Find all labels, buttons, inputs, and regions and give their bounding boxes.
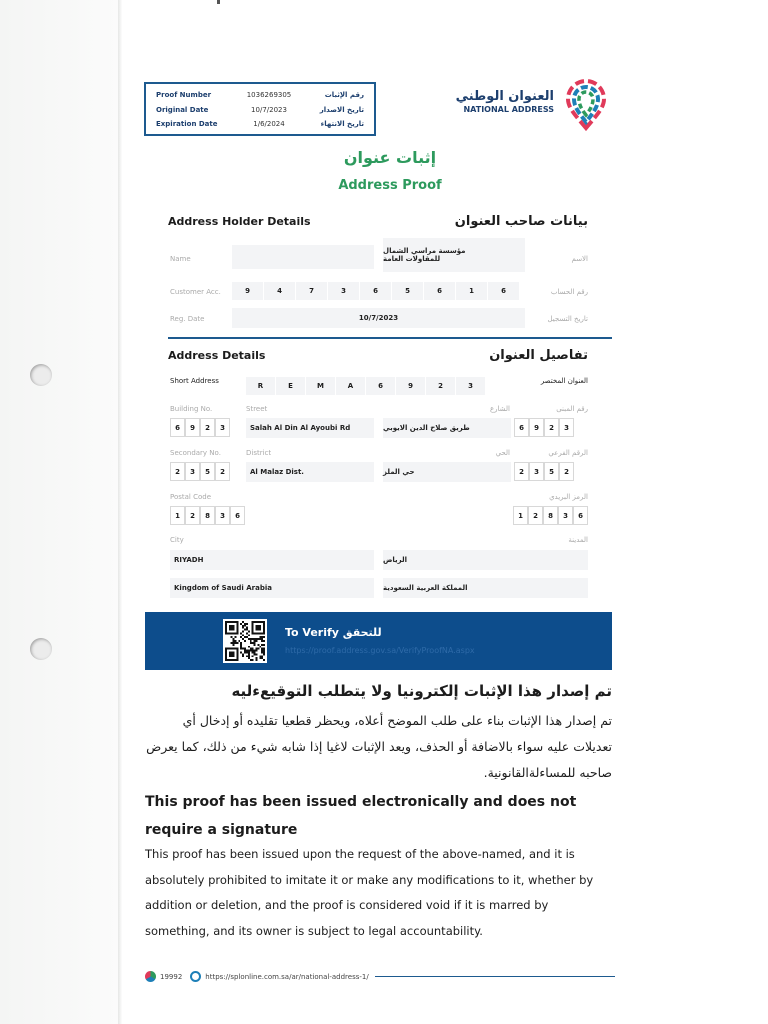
customer-acc-digit: 4 bbox=[264, 282, 296, 300]
page-title-en: Address Proof bbox=[338, 178, 442, 193]
verify-title: To Verify للتحقق bbox=[285, 626, 382, 639]
page-title-ar: إثبات عنوان bbox=[343, 148, 437, 167]
customer-acc-digit: 9 bbox=[232, 282, 264, 300]
district-value-en: Al Malaz Dist. bbox=[250, 468, 304, 476]
postal-label-en: Postal Code bbox=[170, 493, 212, 501]
city-field-en bbox=[170, 550, 374, 570]
building-digit: 6 bbox=[170, 418, 185, 437]
original-date-label-en: Original Date bbox=[156, 105, 209, 114]
punch-hole-lower bbox=[30, 638, 52, 660]
proof-number-value: 1036269305 bbox=[246, 91, 292, 100]
postal-digit: 3 bbox=[558, 506, 573, 525]
short-address-label-ar: العنوان المختصر bbox=[540, 377, 588, 385]
holder-heading-ar: بيانات صاحب العنوان bbox=[454, 214, 588, 229]
address-heading-ar: تفاصيل العنوان bbox=[489, 348, 588, 363]
postal-digit: 1 bbox=[513, 506, 528, 525]
secondary-digits-ar bbox=[514, 462, 574, 481]
verify-url-link[interactable]: https://proof.address.gov.sa/VerifyProofNA.aspx bbox=[285, 646, 475, 655]
logo-text-en: NATIONAL ADDRESS bbox=[463, 105, 554, 114]
reg-date-label-ar: تاريخ التسجيل bbox=[547, 315, 588, 323]
postal-digit: 2 bbox=[185, 506, 200, 525]
original-date-row bbox=[156, 103, 364, 118]
postal-digit: 8 bbox=[543, 506, 558, 525]
expiration-date-value: 1/6/2024 bbox=[253, 120, 285, 129]
short-address-label-en: Short Address bbox=[170, 377, 219, 385]
expiration-date-label-en: Expiration Date bbox=[156, 120, 218, 129]
proof-number-row bbox=[156, 88, 364, 103]
country-field-ar bbox=[383, 578, 588, 598]
country-value-en: Kingdom of Saudi Arabia bbox=[174, 584, 272, 592]
expiration-date-label-ar: تاريخ الانتهاء bbox=[320, 120, 364, 129]
original-date-value: 10/7/2023 bbox=[251, 105, 287, 114]
short-address-char: E bbox=[276, 377, 306, 395]
street-label-ar: الشارع bbox=[489, 405, 510, 413]
scan-mark bbox=[217, 0, 220, 4]
holder-heading-en: Address Holder Details bbox=[168, 215, 311, 228]
punch-hole-upper bbox=[30, 364, 52, 386]
city-field-ar bbox=[383, 550, 588, 570]
postal-digit: 3 bbox=[215, 506, 230, 525]
customer-acc-digit: 1 bbox=[456, 282, 488, 300]
reg-date-value: 10/7/2023 bbox=[358, 314, 399, 322]
building-digits-en bbox=[170, 418, 230, 437]
disclaimer-body-en: This proof has been issued upon the request of the above-named, and it is absolutely prohibited to imitate it or make any modifications to it, whether by addition or deletion, and the proof is considered void if it is marred by something, and its owner is subject to legal accountability. bbox=[145, 847, 594, 938]
postal-label-ar: الرمز البريدي bbox=[549, 493, 588, 501]
secondary-digit: 3 bbox=[529, 462, 544, 481]
short-address-char: 6 bbox=[366, 377, 396, 395]
postal-digits-en bbox=[170, 506, 245, 525]
reg-date-field bbox=[232, 308, 525, 328]
short-address-chars bbox=[246, 377, 486, 395]
street-value-ar: طريق صلاح الدين الايوبي bbox=[383, 424, 470, 432]
secondary-digits-en bbox=[170, 462, 230, 481]
street-value-en: Salah Al Din Al Ayoubi Rd bbox=[250, 424, 351, 432]
address-heading-en: Address Details bbox=[168, 349, 266, 362]
postal-digits-ar bbox=[513, 506, 588, 525]
name-line-1: مؤسسة مراسي الشمال bbox=[383, 247, 466, 255]
short-address-char: 3 bbox=[456, 377, 486, 395]
disclaimer-title-ar: تم إصدار هذا الإثبات إلكترونيا ولا يتطلب التوقيعءليه bbox=[231, 682, 612, 700]
name-line-2: للمقاولات العامة bbox=[383, 255, 441, 263]
postal-digit: 2 bbox=[528, 506, 543, 525]
street-field-en bbox=[246, 418, 374, 438]
short-address-char: M bbox=[306, 377, 336, 395]
logo-text-ar: العنوان الوطني bbox=[455, 89, 554, 104]
building-label-en: Building No. bbox=[170, 405, 213, 413]
proof-info-box bbox=[144, 82, 376, 136]
country-field-en bbox=[170, 578, 374, 598]
building-digit: 3 bbox=[559, 418, 574, 437]
expiration-date-row bbox=[156, 117, 364, 132]
secondary-digit: 2 bbox=[170, 462, 185, 481]
verify-banner bbox=[145, 612, 612, 670]
national-address-logo bbox=[454, 78, 616, 132]
building-digit: 6 bbox=[514, 418, 529, 437]
holder-section-heading bbox=[168, 214, 588, 229]
building-digit: 2 bbox=[544, 418, 559, 437]
street-field-ar bbox=[383, 418, 511, 438]
building-digits-ar bbox=[514, 418, 574, 437]
verification-qr-code[interactable] bbox=[223, 619, 267, 663]
building-digit: 9 bbox=[185, 418, 200, 437]
secondary-label-ar: الرقم الفرعي bbox=[548, 449, 588, 457]
short-address-char: A bbox=[336, 377, 366, 395]
postal-digit: 1 bbox=[170, 506, 185, 525]
reg-date-label-en: Reg. Date bbox=[170, 315, 205, 323]
location-pin-logo-icon bbox=[558, 78, 614, 132]
customer-acc-digit: 6 bbox=[488, 282, 520, 300]
customer-acc-label-en: Customer Acc. bbox=[170, 288, 221, 296]
customer-acc-digit: 3 bbox=[328, 282, 360, 300]
address-section-heading bbox=[168, 348, 588, 363]
name-label-ar: الاسم bbox=[571, 255, 588, 263]
phone-icon bbox=[145, 971, 156, 982]
secondary-digit: 5 bbox=[544, 462, 559, 481]
street-label-en: Street bbox=[246, 405, 268, 413]
building-digit: 3 bbox=[215, 418, 230, 437]
postal-digit: 6 bbox=[230, 506, 245, 525]
secondary-digit: 2 bbox=[559, 462, 574, 481]
short-address-char: 9 bbox=[396, 377, 426, 395]
secondary-digit: 2 bbox=[215, 462, 230, 481]
footer-phone: 19992 bbox=[160, 972, 183, 981]
customer-acc-label-ar: رقم الحساب bbox=[550, 288, 588, 296]
secondary-digit: 3 bbox=[185, 462, 200, 481]
building-digit: 9 bbox=[529, 418, 544, 437]
country-value-ar: المملكة العربية السعودية bbox=[383, 584, 468, 592]
customer-acc-digit: 6 bbox=[360, 282, 392, 300]
building-label-ar: رقم المبنى bbox=[556, 405, 588, 413]
customer-acc-digits bbox=[232, 282, 520, 300]
globe-icon bbox=[190, 971, 201, 982]
proof-number-label-en: Proof Number bbox=[156, 91, 212, 100]
original-date-label-ar: تاريخ الاصدار bbox=[319, 105, 364, 114]
district-value-ar: حي الملز bbox=[383, 468, 415, 476]
customer-acc-digit: 7 bbox=[296, 282, 328, 300]
proof-number-label-ar: رقم الإثبات bbox=[324, 91, 364, 100]
disclaimer-title-en: This proof has been issued electronically and does not require a signature bbox=[145, 794, 577, 838]
district-field-ar bbox=[383, 462, 511, 482]
district-field-en bbox=[246, 462, 374, 482]
district-label-en: District bbox=[246, 449, 272, 457]
district-label-ar: الحي bbox=[495, 449, 510, 457]
name-field-ar bbox=[383, 238, 525, 272]
city-label-en: City bbox=[170, 536, 184, 544]
postal-digit: 8 bbox=[200, 506, 215, 525]
building-digit: 2 bbox=[200, 418, 215, 437]
city-value-ar: الرياض bbox=[383, 556, 408, 564]
short-address-char: 2 bbox=[426, 377, 456, 395]
postal-digit: 6 bbox=[573, 506, 588, 525]
secondary-digit: 2 bbox=[514, 462, 529, 481]
footer-url[interactable]: https://splonline.com.sa/ar/national-address-1/ bbox=[205, 972, 369, 981]
footer-line bbox=[375, 976, 615, 977]
customer-acc-digit: 5 bbox=[392, 282, 424, 300]
footer bbox=[145, 971, 615, 982]
section-divider bbox=[168, 337, 612, 339]
logo-text bbox=[454, 90, 554, 116]
secondary-digit: 5 bbox=[200, 462, 215, 481]
qr-code-icon bbox=[225, 621, 265, 661]
name-label-en: Name bbox=[170, 255, 191, 263]
short-address-char: R bbox=[246, 377, 276, 395]
disclaimer-body-ar: تم إصدار هذا الإثبات بناء على طلب الموضح أعلاه، ويحظر قطعيا تقليده أو إدخال أي تعديلات عليه سواء بالاضافة أو الحذف، ويعد الإثبات لاغيا إذا شابه شيء من ذلك، كما يعرض صاحبه للمساءلةالقانونية. bbox=[146, 713, 612, 780]
city-label-ar: المدينة bbox=[568, 536, 588, 544]
city-value-en: RIYADH bbox=[174, 556, 204, 564]
name-field-en bbox=[232, 245, 374, 269]
secondary-label-en: Secondary No. bbox=[170, 449, 221, 457]
customer-acc-digit: 6 bbox=[424, 282, 456, 300]
